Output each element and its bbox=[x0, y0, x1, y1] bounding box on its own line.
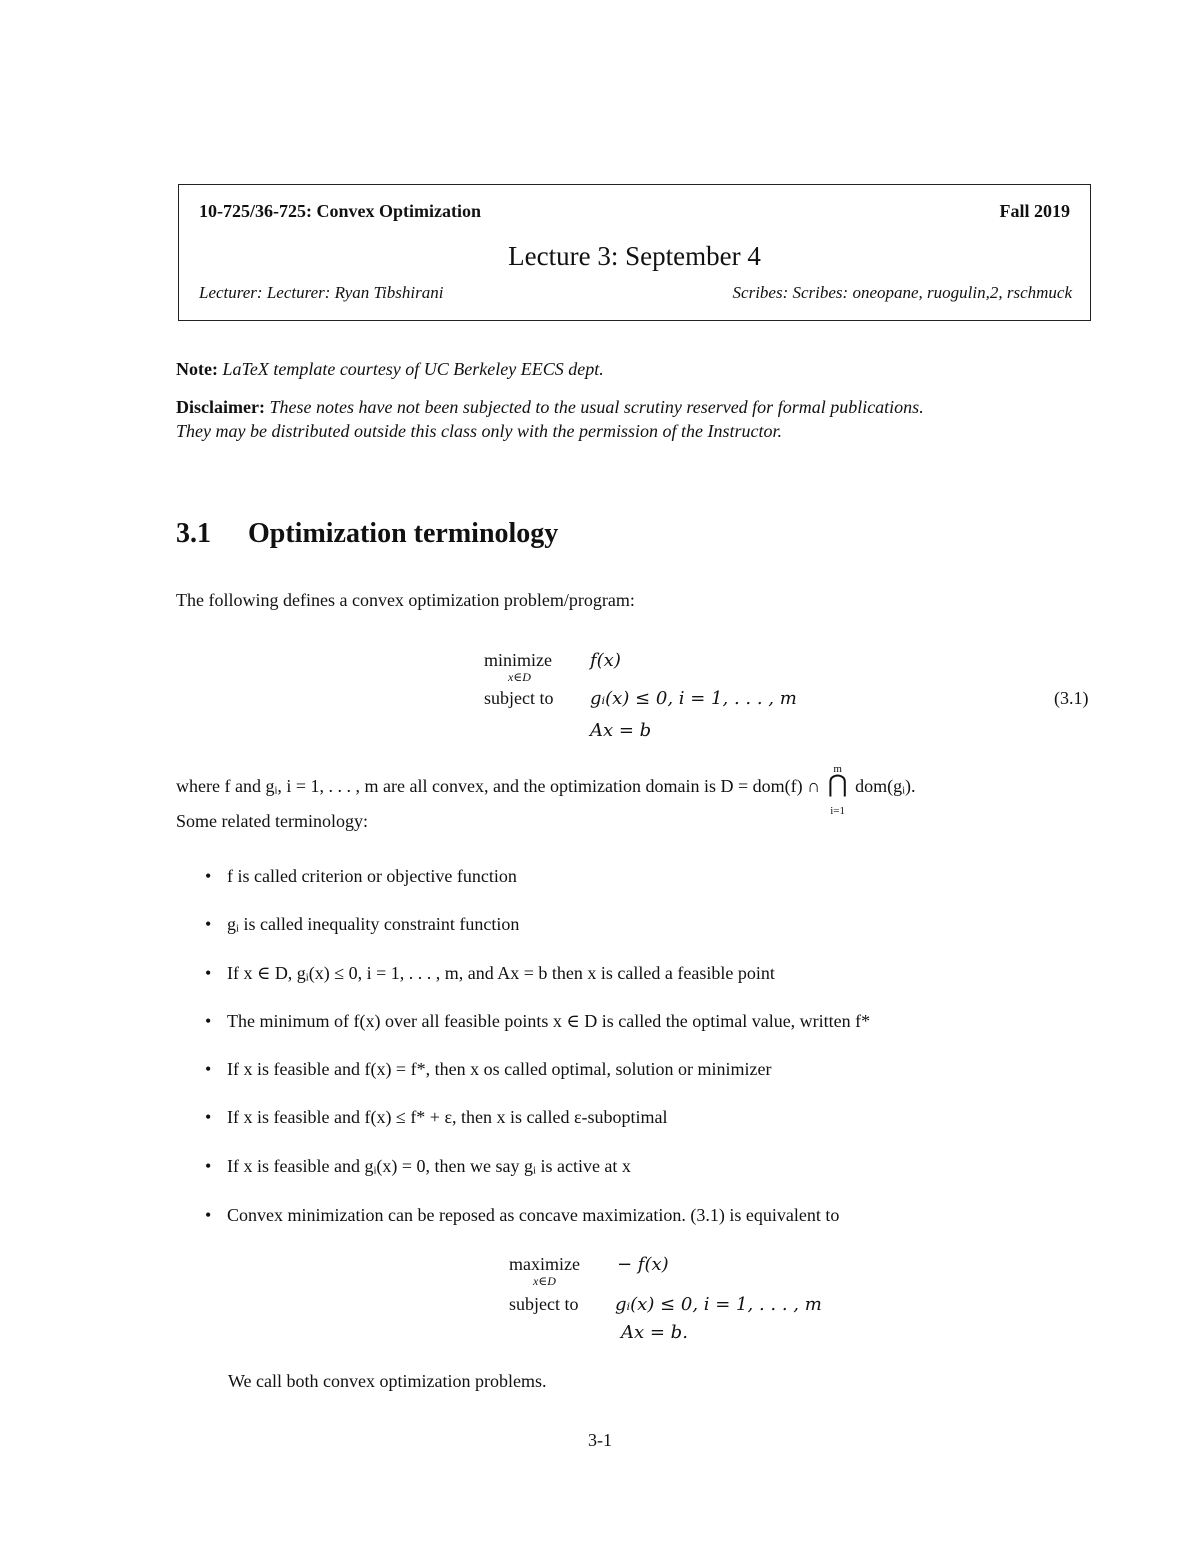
list-item: • If x is feasible and f(x) ≤ f* + ε, then x is called ε-suboptimal bbox=[205, 1107, 668, 1127]
equation-number: (3.1) bbox=[1054, 688, 1089, 708]
closing-sentence: We call both convex optimization problems. bbox=[228, 1371, 547, 1391]
bigcap-symbol: ⋂ bbox=[827, 772, 848, 798]
subject-to-label-2: subject to bbox=[509, 1294, 579, 1314]
minimize-label: minimize bbox=[484, 650, 552, 670]
section-heading bbox=[176, 518, 558, 550]
where-text-end: dom(gᵢ). bbox=[855, 776, 916, 796]
list-item: • If x is feasible and gᵢ(x) = 0, then we say gᵢ is active at x bbox=[205, 1156, 631, 1176]
subject-to-label: subject to bbox=[484, 688, 554, 708]
objective-function: f(x) bbox=[590, 650, 621, 671]
note-paragraph bbox=[176, 357, 604, 381]
bullet-icon: • bbox=[205, 1205, 212, 1225]
inequality-constraint-2: gᵢ(x) ≤ 0, i = 1, . . . , m bbox=[615, 1294, 822, 1315]
disclaimer-label: Disclaimer: bbox=[176, 397, 265, 417]
where-line bbox=[176, 763, 916, 817]
lecture-header-box bbox=[178, 184, 1091, 321]
course-title: 10-725/36-725: Convex Optimization bbox=[199, 201, 481, 221]
section-number: 3.1 bbox=[176, 518, 211, 549]
minimize-subscript: x∈D bbox=[508, 670, 531, 684]
term-label: Fall 2019 bbox=[999, 201, 1070, 221]
related-terminology-intro: Some related terminology: bbox=[176, 811, 368, 831]
disclaimer-paragraph bbox=[176, 395, 1096, 443]
bigcap-upper-limit: m bbox=[833, 763, 842, 775]
bullet-icon: • bbox=[205, 866, 212, 886]
list-item: • The minimum of f(x) over all feasible points x ∈ D is called the optimal value, written f* bbox=[205, 1011, 871, 1031]
equality-constraint-2: Ax = b. bbox=[621, 1322, 688, 1343]
lecturer-line: Lecturer: Lecturer: Ryan Tibshirani bbox=[199, 283, 444, 302]
bigcap-lower-limit: i=1 bbox=[830, 805, 845, 817]
bullet-icon: • bbox=[205, 1107, 212, 1127]
bullet-icon: • bbox=[205, 963, 212, 983]
list-item: • If x ∈ D, gᵢ(x) ≤ 0, i = 1, . . . , m, and Ax = b then x is called a feasible point bbox=[205, 963, 775, 983]
intro-paragraph: The following defines a convex optimization problem/program: bbox=[176, 590, 635, 610]
disclaimer-line-2: They may be distributed outside this class only with the permission of the Instructor. bbox=[176, 421, 782, 441]
list-item: • gᵢ is called inequality constraint function bbox=[205, 914, 520, 934]
bullet-icon: • bbox=[205, 1011, 212, 1031]
maximize-subscript: x∈D bbox=[533, 1274, 556, 1288]
inequality-constraint: gᵢ(x) ≤ 0, i = 1, . . . , m bbox=[590, 688, 797, 709]
list-item: • Convex minimization can be reposed as concave maximization. (3.1) is equivalent to bbox=[205, 1205, 840, 1225]
maximize-label: maximize bbox=[509, 1254, 580, 1274]
big-intersection bbox=[825, 763, 851, 817]
equality-constraint: Ax = b bbox=[590, 720, 652, 741]
page-number: 3-1 bbox=[588, 1430, 612, 1450]
bullet-icon: • bbox=[205, 1059, 212, 1079]
list-item: • f is called criterion or objective function bbox=[205, 866, 517, 886]
disclaimer-line-1: These notes have not been subjected to the usual scrutiny reserved for formal publications. bbox=[269, 397, 924, 417]
scribes-line: Scribes: Scribes: oneopane, ruogulin,2, rschmuck bbox=[732, 283, 1072, 302]
lecture-title: Lecture 3: September 4 bbox=[508, 241, 761, 271]
note-text: LaTeX template courtesy of UC Berkeley EECS dept. bbox=[222, 359, 604, 379]
list-item: • If x is feasible and f(x) = f*, then x os called optimal, solution or minimizer bbox=[205, 1059, 772, 1079]
where-text: where f and gᵢ, i = 1, . . . , m are all convex, and the optimization domain is D = dom(f) ∩ bbox=[176, 776, 821, 796]
bullet-icon: • bbox=[205, 1156, 212, 1176]
bullet-icon: • bbox=[205, 914, 212, 934]
negated-objective: − f(x) bbox=[617, 1254, 669, 1275]
note-label: Note: bbox=[176, 359, 218, 379]
section-title: Optimization terminology bbox=[248, 518, 559, 549]
